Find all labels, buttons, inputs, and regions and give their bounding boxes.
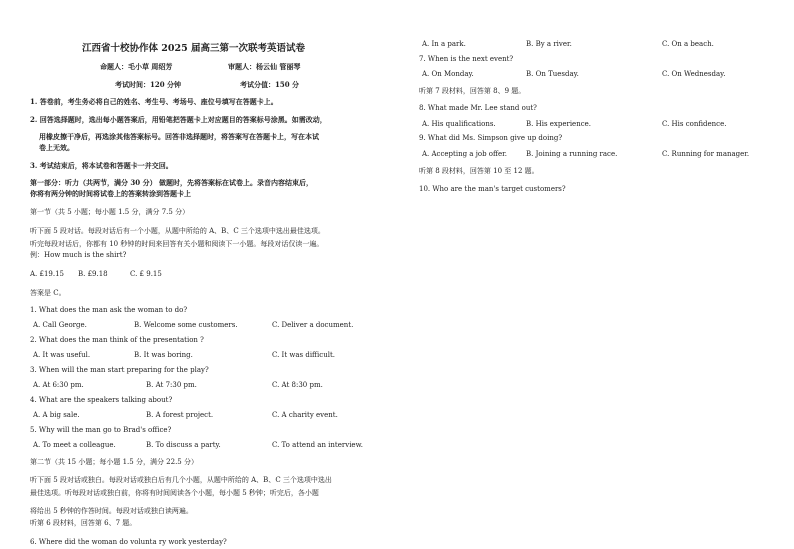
note-2-cont: 用橡皮擦干净后，再选涂其他答案标号。回答非选择题时，将答案写在答题卡上，写在本试 xyxy=(39,132,319,141)
note-1: 1. 答卷前，考生务必将自己的姓名、考生号、考场号、座位号填写在答题卡上。 xyxy=(30,97,278,106)
question-9-option-b: B. Joining a running race. xyxy=(526,150,618,158)
exam-title: 江西省十校协作体 2025 届高三第一次联考英语试卷 xyxy=(82,43,306,54)
question-3-option-b: B. At 7:30 pm. xyxy=(146,381,197,389)
question-3-option-c: C. At 8:30 pm. xyxy=(272,381,323,389)
question-2-option-a: A. It was useful. xyxy=(33,351,91,359)
question-9-option-c: C. Running for manager. xyxy=(662,150,750,158)
question-3: 3. When will the man start preparing for the play? xyxy=(30,366,209,374)
section1-title: 第一节（共 5 小题；每小题 1.5 分，满分 7.5 分） xyxy=(30,208,190,216)
material-6: 听第 6 段材料，回答第 6、7 题。 xyxy=(30,519,137,527)
question-7-option-a: A. On Monday. xyxy=(422,70,474,78)
question-1-option-a: A. Call George. xyxy=(33,321,87,329)
question-8: 8. What made Mr. Lee stand out? xyxy=(419,104,537,112)
question-1-option-b: B. Welcome some customers. xyxy=(134,321,238,329)
question-6-option-c: C. On a beach. xyxy=(662,40,714,48)
material-7: 听第 7 段材料，回答第 8、9 题。 xyxy=(419,87,526,95)
question-7: 7. When is the next event? xyxy=(419,55,514,63)
question-7-option-c: C. On Wednesday. xyxy=(662,70,726,78)
example-answer: 答案是 C。 xyxy=(30,289,66,297)
part1-heading-cont: 你将有两分钟的时间将试卷上的答案转涂到答题卡上 xyxy=(30,189,191,198)
material-8: 听第 8 段材料，回答第 10 至 12 题。 xyxy=(419,167,539,175)
question-6-option-a: A. In a park. xyxy=(422,40,466,48)
example-option-c: C. £ 9.15 xyxy=(130,270,162,278)
question-5-option-c: C. To attend an interview. xyxy=(272,441,363,449)
question-6-option-b: B. By a river. xyxy=(526,40,572,48)
question-2-option-c: C. It was difficult. xyxy=(272,351,335,359)
note-2-end: 卷上无效。 xyxy=(39,143,74,152)
question-4: 4. What are the speakers talking about? xyxy=(30,396,173,404)
question-4-option-c: C. A charity event. xyxy=(272,411,338,419)
section2-instruction: 听下面 5 段对话或独白。每段对话或独白后有几个小题，从题中所给的 A、B、C 三个选项中选出 xyxy=(30,476,332,484)
question-10: 10. Who are the man's target customers? xyxy=(419,185,566,193)
example-option-a: A. £19.15 xyxy=(30,270,64,278)
note-2: 2. 回答选择题时，选出每小题答案后，用铅笔把答题卡上对应题目的答案标号涂黑。如需改动， xyxy=(30,115,327,124)
question-6: 6. Where did the woman do volunta ry work yesterday? xyxy=(30,538,227,546)
authors: 命题人：毛小草 周绍芳 xyxy=(100,62,173,71)
question-8-option-c: C. His confidence. xyxy=(662,120,727,128)
question-1-option-c: C. Deliver a document. xyxy=(272,321,354,329)
question-7-option-b: B. On Tuesday. xyxy=(526,70,579,78)
question-3-option-a: A. At 6:30 pm. xyxy=(33,381,84,389)
section1-instruction: 听下面 5 段对话。每段对话后有一个小题，从题中所给的 A、B、C 三个选项中选出最佳选项。 xyxy=(30,227,325,235)
question-9: 9. What did Ms. Simpson give up doing? xyxy=(419,134,563,142)
part1-heading: 第一部分：听力（共两节，满分 30 分） 做题时，先将答案标在试卷上。录音内容结束后， xyxy=(30,178,314,187)
question-5-option-a: A. To meet a colleague. xyxy=(33,441,116,449)
exam-score: 考试分值：150 分 xyxy=(240,80,300,89)
section1-instruction-cont: 听完每段对话后，你都有 10 秒钟的时间来回答有关小题和阅读下一小题。每段对话仅读一遍。 xyxy=(30,240,324,248)
section2-instruction-end: 将给出 5 秒钟的作答时间。每段对话或独白读两遍。 xyxy=(30,507,193,515)
question-9-option-a: A. Accepting a job offer. xyxy=(422,150,507,158)
section2-instruction-cont: 最佳选项。听每段对话或独白前，你将有时间阅读各个小题，每小题 5 秒钟；听完后，各小题 xyxy=(30,489,319,497)
note-3: 3. 考试结束后，将本试卷和答题卡一并交回。 xyxy=(30,161,173,170)
example-question: 例：How much is the shirt? xyxy=(30,251,127,259)
question-8-option-a: A. His qualifications. xyxy=(422,120,496,128)
question-4-option-b: B. A forest project. xyxy=(146,411,214,419)
question-1: 1. What does the man ask the woman to do? xyxy=(30,306,188,314)
exam-time: 考试时间：120 分钟 xyxy=(115,80,182,89)
question-5-option-b: B. To discuss a party. xyxy=(146,441,221,449)
question-5: 5. Why will the man go to Brad's office? xyxy=(30,426,172,434)
example-option-b: B. £9.18 xyxy=(78,270,108,278)
reviewers: 审题人：杨云仙 管丽琴 xyxy=(228,62,301,71)
question-4-option-a: A. A big sale. xyxy=(33,411,80,419)
question-8-option-b: B. His experience. xyxy=(526,120,591,128)
question-2-option-b: B. It was boring. xyxy=(134,351,193,359)
question-2: 2. What does the man think of the presentation ? xyxy=(30,336,204,344)
section2-title: 第二节（共 15 小题；每小题 1.5 分，满分 22.5 分） xyxy=(30,458,198,466)
